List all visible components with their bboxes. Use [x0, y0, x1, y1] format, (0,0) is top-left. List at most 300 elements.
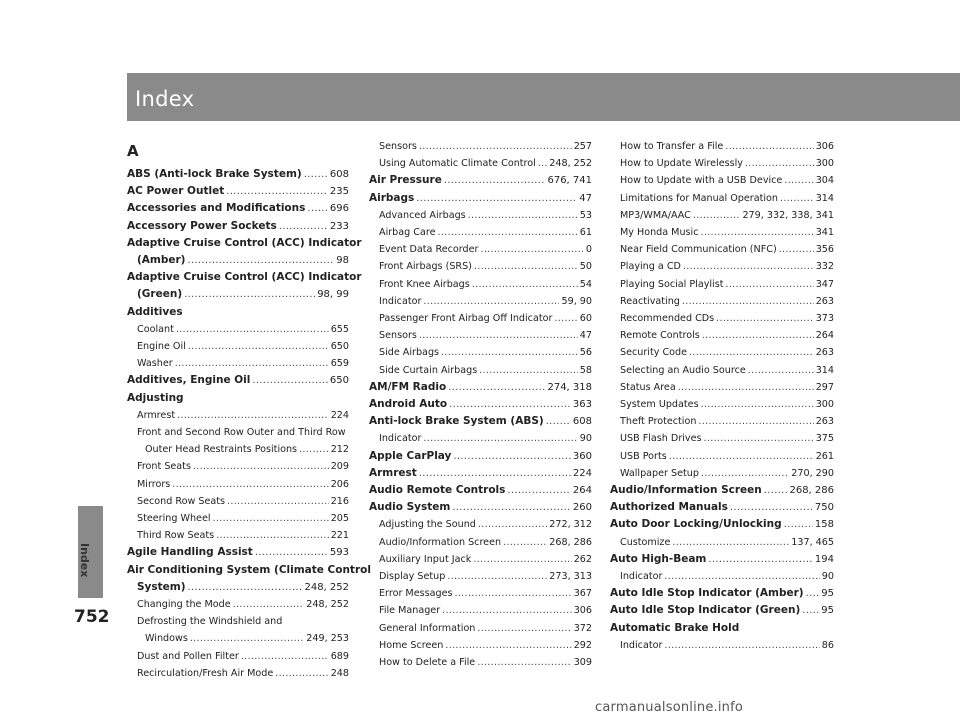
- entry-page-ref[interactable]: 260: [572, 502, 592, 514]
- entry-label: Adjusting the Sound: [379, 519, 476, 531]
- entry-label: Indicator: [379, 295, 422, 307]
- entry-label: Security Code: [620, 347, 688, 359]
- entry-label: Accessory Power Sockets: [127, 219, 277, 232]
- entry-label: Front Knee Airbags: [379, 278, 470, 290]
- index-entry[interactable]: [369, 310, 592, 327]
- index-entry[interactable]: [127, 510, 349, 527]
- dot-leader: [453, 448, 571, 465]
- entry-label: Playing Social Playlist: [620, 278, 724, 290]
- entry-page-ref[interactable]: 373: [815, 313, 834, 325]
- entry-page-ref[interactable]: 224: [330, 409, 349, 421]
- index-entry[interactable]: [610, 637, 834, 654]
- entry-page-ref[interactable]: 264: [815, 330, 834, 342]
- entry-label: Audio Remote Controls: [369, 484, 506, 497]
- entry-page-ref[interactable]: 304: [815, 175, 834, 187]
- index-entry[interactable]: [127, 665, 349, 682]
- index-entry[interactable]: [610, 430, 834, 447]
- index-entry[interactable]: [610, 568, 834, 585]
- index-entry[interactable]: [369, 224, 592, 241]
- index-entry[interactable]: [369, 396, 592, 413]
- dot-leader: [698, 413, 813, 430]
- dot-leader: [188, 338, 329, 355]
- index-entry[interactable]: [127, 286, 349, 303]
- dot-leader: [503, 534, 547, 551]
- index-entry[interactable]: [610, 482, 834, 499]
- entry-page-ref[interactable]: 98, 99: [317, 289, 349, 301]
- dot-leader: [780, 190, 814, 207]
- entry-label: Third Row Seats: [137, 530, 215, 542]
- entry-label: Coolant: [137, 323, 174, 335]
- index-entry[interactable]: [127, 527, 349, 544]
- entry-page-ref[interactable]: 268, 286: [789, 485, 834, 497]
- dot-leader: [307, 200, 328, 217]
- entry-label: Passenger Front Airbag Off Indicator: [379, 313, 553, 325]
- dot-leader: [554, 310, 577, 327]
- index-entry[interactable]: [127, 544, 349, 561]
- entry-label: Advanced Airbags: [379, 209, 466, 221]
- entry-page-ref[interactable]: 356: [815, 244, 834, 256]
- entry-label: Changing the Mode: [137, 599, 231, 611]
- entry-page-ref[interactable]: 248, 252: [304, 581, 349, 593]
- entry-page-ref[interactable]: 86: [821, 639, 834, 651]
- entry-label: Airbag Care: [379, 227, 436, 239]
- index-entry[interactable]: [127, 596, 349, 613]
- dot-leader: [725, 138, 813, 155]
- entry-page-ref[interactable]: 54: [579, 278, 592, 290]
- dot-leader: [252, 372, 328, 389]
- dot-leader: [176, 321, 329, 338]
- index-entry[interactable]: [369, 534, 592, 551]
- dot-leader: [304, 166, 328, 183]
- entry-label: AC Power Outlet: [127, 185, 225, 198]
- entry-page-ref[interactable]: 655: [330, 323, 349, 335]
- entry-label: System): [137, 580, 186, 593]
- entry-label: Mirrors: [137, 478, 171, 490]
- entry-label: Android Auto: [369, 398, 448, 411]
- entry-label: Display Setup: [379, 571, 446, 583]
- section-letter: A: [127, 142, 139, 160]
- entry-page-ref[interactable]: 216: [330, 495, 349, 507]
- dot-leader: [693, 207, 741, 224]
- index-entry[interactable]: [369, 172, 592, 189]
- entry-label: AM/FM Radio: [369, 380, 447, 393]
- index-entry[interactable]: [610, 551, 834, 568]
- entry-page-ref[interactable]: 332: [815, 261, 834, 273]
- index-entry[interactable]: [127, 355, 349, 372]
- entry-page-ref[interactable]: 205: [330, 513, 349, 525]
- entry-page-ref[interactable]: 274, 318: [547, 381, 592, 393]
- dot-leader: [477, 620, 571, 637]
- entry-page-ref[interactable]: 750: [814, 502, 834, 514]
- entry-page-ref[interactable]: 95: [821, 588, 834, 600]
- entry-label: (Green): [137, 288, 183, 301]
- index-column-3: [610, 138, 834, 654]
- entry-page-ref[interactable]: 292: [573, 639, 592, 651]
- entry-page-ref[interactable]: 650: [329, 375, 349, 387]
- dot-leader: [745, 155, 814, 172]
- dot-leader: [474, 258, 578, 275]
- index-entry[interactable]: [369, 654, 592, 671]
- index-entry[interactable]: [369, 465, 592, 482]
- dot-leader: [416, 190, 577, 207]
- index-entry[interactable]: [610, 585, 834, 602]
- dot-leader: [806, 585, 820, 602]
- dot-leader: [702, 327, 814, 344]
- entry-label: MP3/WMA/AAC: [620, 209, 691, 221]
- index-entry[interactable]: [369, 516, 592, 533]
- index-entry[interactable]: [127, 458, 349, 475]
- index-entry[interactable]: [369, 620, 592, 637]
- entry-page-ref[interactable]: 659: [330, 358, 349, 370]
- index-entry[interactable]: [127, 648, 349, 665]
- index-entry[interactable]: [369, 138, 592, 155]
- entry-label: Theft Protection: [620, 416, 697, 428]
- entry-page-ref[interactable]: 300: [815, 158, 834, 170]
- index-entry[interactable]: [127, 321, 349, 338]
- entry-page-ref[interactable]: 272, 312: [549, 519, 592, 531]
- entry-label: Wallpaper Setup: [620, 467, 699, 479]
- entry-page-ref[interactable]: 194: [814, 553, 834, 565]
- dot-leader: [448, 379, 545, 396]
- entry-label: Side Curtain Airbags: [379, 364, 478, 376]
- entry-label: Agile Handling Assist: [127, 546, 253, 559]
- entry-label: Event Data Recorder: [379, 244, 479, 256]
- index-entry[interactable]: [369, 637, 592, 654]
- index-entry[interactable]: [610, 499, 834, 516]
- dot-leader: [190, 630, 304, 647]
- index-entry[interactable]: [127, 441, 349, 458]
- entry-page-ref[interactable]: 58: [579, 364, 592, 376]
- index-entry[interactable]: [127, 338, 349, 355]
- entry-page-ref[interactable]: 347: [815, 278, 834, 290]
- entry-page-ref[interactable]: 90: [579, 433, 592, 445]
- dot-leader: [216, 527, 329, 544]
- entry-page-ref[interactable]: 59, 90: [561, 295, 592, 307]
- entry-page-ref[interactable]: 372: [573, 622, 592, 634]
- index-heading: Adjusting: [127, 391, 184, 404]
- dot-leader: [226, 183, 328, 200]
- index-title-bar: [127, 73, 960, 121]
- entry-page-ref[interactable]: 593: [329, 547, 349, 559]
- entry-label: USB Ports: [620, 450, 667, 462]
- index-entry[interactable]: [369, 276, 592, 293]
- dot-leader: [689, 344, 814, 361]
- index-entry[interactable]: [610, 465, 834, 482]
- entry-page-ref[interactable]: 60: [579, 313, 592, 325]
- index-entry[interactable]: [610, 258, 834, 275]
- index-entry[interactable]: [369, 499, 592, 516]
- index-entry[interactable]: [127, 579, 349, 596]
- index-entry[interactable]: [369, 585, 592, 602]
- entry-label: Auxiliary Input Jack: [379, 553, 472, 565]
- entry-label: Anti-lock Brake System (ABS): [369, 415, 544, 428]
- dot-leader: [213, 510, 329, 527]
- entry-page-ref[interactable]: 249, 253: [306, 633, 349, 645]
- entry-page-ref[interactable]: 56: [579, 347, 592, 359]
- entry-label: (Amber): [137, 254, 186, 267]
- entry-label: Status Area: [620, 381, 676, 393]
- dot-leader: [177, 407, 329, 424]
- entry-page-ref[interactable]: 233: [329, 220, 349, 232]
- entry-page-ref[interactable]: 90: [821, 571, 834, 583]
- entry-page-ref[interactable]: 608: [329, 169, 349, 180]
- index-entry[interactable]: [369, 602, 592, 619]
- index-entry[interactable]: [369, 190, 592, 207]
- entry-page-ref[interactable]: 689: [330, 650, 349, 662]
- entry-page-ref[interactable]: 53: [579, 209, 592, 221]
- entry-page-ref[interactable]: 261: [815, 450, 834, 462]
- dot-leader: [664, 568, 819, 585]
- index-entry[interactable]: [610, 172, 834, 189]
- entry-page-ref[interactable]: 263: [815, 295, 834, 307]
- entry-label: Engine Oil: [137, 341, 186, 353]
- dot-leader: [478, 516, 547, 533]
- dot-leader: [423, 430, 577, 447]
- index-entry[interactable]: [610, 224, 834, 241]
- index-entry[interactable]: [610, 207, 834, 224]
- entry-page-ref[interactable]: 257: [573, 141, 592, 152]
- entry-label: Customize: [620, 536, 671, 548]
- entry-page-ref[interactable]: 650: [330, 341, 349, 353]
- entry-label: Home Screen: [379, 639, 444, 651]
- entry-label: Sensors: [379, 141, 417, 152]
- entry-page-ref[interactable]: 248, 252: [549, 158, 592, 170]
- index-entry[interactable]: [369, 362, 592, 379]
- entry-list: [610, 138, 834, 654]
- dot-leader: [664, 637, 819, 654]
- dot-leader: [172, 476, 328, 493]
- index-subheading: Defrosting the Windshield and: [137, 616, 283, 628]
- dot-leader: [764, 482, 788, 499]
- entry-page-ref[interactable]: 367: [573, 588, 592, 600]
- index-entry[interactable]: [127, 218, 349, 235]
- entry-page-ref[interactable]: 0: [585, 244, 592, 256]
- index-entry[interactable]: [610, 516, 834, 533]
- dot-leader: [449, 396, 571, 413]
- index-entry[interactable]: [369, 258, 592, 275]
- entry-list: [369, 138, 592, 671]
- entry-page-ref[interactable]: 270, 290: [791, 467, 834, 479]
- dot-leader: [672, 534, 789, 551]
- entry-page-ref[interactable]: 363: [572, 399, 592, 411]
- entry-page-ref[interactable]: 206: [330, 478, 349, 490]
- dot-leader: [708, 551, 813, 568]
- dot-leader: [454, 585, 571, 602]
- index-entry[interactable]: [127, 252, 349, 269]
- index-heading: Adaptive Cruise Control (ACC) Indicator: [127, 236, 362, 249]
- dot-leader: [546, 413, 571, 430]
- dot-leader: [538, 155, 547, 172]
- entry-label: Limitations for Manual Operation: [620, 192, 778, 204]
- dot-leader: [802, 602, 819, 619]
- index-entry[interactable]: [127, 630, 349, 647]
- entry-page-ref[interactable]: 268, 286: [549, 536, 592, 548]
- index-entry[interactable]: [127, 476, 349, 493]
- entry-page-ref[interactable]: 314: [815, 364, 834, 376]
- index-entry[interactable]: [610, 310, 834, 327]
- entry-page-ref[interactable]: 263: [815, 347, 834, 359]
- dot-leader: [227, 493, 329, 510]
- index-entry[interactable]: [127, 183, 349, 200]
- entry-page-ref[interactable]: 300: [815, 399, 834, 411]
- dot-leader: [441, 344, 578, 361]
- entry-label: Front Airbags (SRS): [379, 261, 472, 273]
- entry-label: System Updates: [620, 399, 699, 411]
- index-entry[interactable]: [369, 448, 592, 465]
- index-entry[interactable]: [610, 138, 834, 155]
- dot-leader: [423, 293, 559, 310]
- dot-leader: [701, 396, 814, 413]
- dot-leader: [479, 362, 578, 379]
- entry-page-ref[interactable]: 224: [572, 467, 592, 479]
- index-entry[interactable]: [610, 362, 834, 379]
- entry-label: Selecting an Audio Source: [620, 364, 746, 376]
- index-entry[interactable]: [369, 413, 592, 430]
- entry-page-ref[interactable]: 209: [330, 461, 349, 473]
- entry-page-ref[interactable]: 47: [579, 330, 592, 342]
- watermark: carmanualsonline.info: [595, 700, 744, 715]
- index-entry[interactable]: [369, 551, 592, 568]
- dot-leader: [419, 465, 571, 482]
- index-entry[interactable]: [127, 166, 349, 183]
- index-subheading: Front and Second Row Outer and Third Row: [137, 427, 346, 439]
- index-entry[interactable]: [369, 482, 592, 499]
- index-entry[interactable]: [610, 327, 834, 344]
- dot-leader: [175, 355, 329, 372]
- entry-page-ref[interactable]: 248, 252: [306, 599, 349, 611]
- dot-leader: [193, 458, 329, 475]
- entry-label: Authorized Manuals: [610, 501, 728, 514]
- dot-leader: [275, 665, 328, 682]
- entry-page-ref[interactable]: 212: [330, 444, 349, 456]
- index-entry[interactable]: [369, 241, 592, 258]
- entry-page-ref[interactable]: 306: [573, 605, 592, 617]
- entry-page-ref[interactable]: 263: [815, 416, 834, 428]
- entry-label: How to Update Wirelessly: [620, 158, 743, 170]
- entry-page-ref[interactable]: 375: [815, 433, 834, 445]
- index-entry[interactable]: [369, 430, 592, 447]
- index-entry[interactable]: [127, 407, 349, 424]
- index-entry[interactable]: [369, 568, 592, 585]
- entry-page-ref[interactable]: 262: [573, 553, 592, 565]
- entry-page-ref[interactable]: 309: [573, 657, 592, 669]
- index-entry[interactable]: [610, 534, 834, 551]
- entry-page-ref[interactable]: 696: [329, 203, 349, 215]
- dot-leader: [472, 276, 578, 293]
- entry-label: Dust and Pollen Filter: [137, 650, 239, 662]
- entry-label: Error Messages: [379, 588, 453, 600]
- entry-page-ref[interactable]: 676, 741: [547, 175, 592, 187]
- entry-label: How to Update with a USB Device: [620, 175, 783, 187]
- entry-label: Audio/Information Screen: [610, 484, 762, 497]
- index-entry[interactable]: [610, 276, 834, 293]
- dot-leader: [233, 596, 305, 613]
- dot-leader: [716, 310, 814, 327]
- index-entry[interactable]: [369, 207, 592, 224]
- index-column-1: [127, 138, 371, 682]
- index-entry[interactable]: [369, 379, 592, 396]
- entry-page-ref[interactable]: 341: [815, 227, 834, 239]
- dot-leader: [473, 551, 571, 568]
- entry-label: Side Airbags: [379, 347, 440, 359]
- dot-leader: [438, 224, 578, 241]
- entry-label: My Honda Music: [620, 227, 699, 239]
- entry-label: Outer Head Restraints Positions: [145, 444, 298, 456]
- entry-label: Accessories and Modifications: [127, 202, 306, 215]
- entry-label: Playing a CD: [620, 261, 681, 273]
- entry-label: Front Seats: [137, 461, 191, 473]
- entry-label: Near Field Communication (NFC): [620, 244, 777, 256]
- index-entry[interactable]: [369, 293, 592, 310]
- index-entry[interactable]: [610, 413, 834, 430]
- entry-label: Auto High-Beam: [610, 552, 707, 565]
- index-entry[interactable]: [127, 200, 349, 217]
- entry-page-ref[interactable]: 314: [815, 192, 834, 204]
- dot-leader: [725, 276, 813, 293]
- entry-page-ref[interactable]: 306: [815, 141, 834, 152]
- index-entry[interactable]: [369, 155, 592, 172]
- entry-page-ref[interactable]: 98: [336, 255, 349, 267]
- entry-label: How to Delete a File: [379, 657, 476, 669]
- dot-leader: [477, 654, 571, 671]
- entry-page-ref[interactable]: 235: [329, 186, 349, 198]
- index-entry[interactable]: [127, 372, 349, 389]
- page-number: 752: [74, 607, 110, 627]
- index-entry[interactable]: [610, 344, 834, 361]
- dot-leader: [452, 499, 571, 516]
- index-entry[interactable]: [610, 190, 834, 207]
- entry-page-ref[interactable]: 221: [330, 530, 349, 542]
- index-entry[interactable]: [610, 293, 834, 310]
- entry-page-ref[interactable]: 158: [814, 519, 834, 531]
- dot-leader: [678, 379, 814, 396]
- entry-label: Indicator: [379, 433, 422, 445]
- dot-leader: [419, 327, 578, 344]
- entry-label: Auto Idle Stop Indicator (Green): [610, 604, 801, 617]
- side-tab-label: Index: [78, 543, 91, 578]
- entry-page-ref[interactable]: 50: [579, 261, 592, 273]
- index-entry[interactable]: [610, 241, 834, 258]
- dot-leader: [184, 286, 315, 303]
- entry-page-ref[interactable]: 360: [572, 450, 592, 462]
- entry-page-ref[interactable]: 137, 465: [791, 536, 834, 548]
- dot-leader: [187, 252, 334, 269]
- index-entry[interactable]: [369, 327, 592, 344]
- dot-leader: [442, 602, 572, 619]
- index-entry[interactable]: [610, 396, 834, 413]
- dot-leader: [445, 637, 571, 654]
- index-entry[interactable]: [610, 379, 834, 396]
- entry-label: USB Flash Drives: [620, 433, 702, 445]
- index-entry[interactable]: [610, 448, 834, 465]
- entry-page-ref[interactable]: 61: [579, 227, 592, 239]
- entry-page-ref[interactable]: 95: [821, 605, 834, 617]
- entry-page-ref[interactable]: 47: [579, 192, 592, 204]
- entry-page-ref[interactable]: 248: [330, 667, 349, 679]
- index-entry[interactable]: [610, 155, 834, 172]
- entry-page-ref[interactable]: 264: [572, 485, 592, 497]
- index-entry[interactable]: [610, 602, 834, 619]
- entry-page-ref[interactable]: 279, 332, 338, 341: [742, 209, 834, 221]
- index-entry[interactable]: [127, 493, 349, 510]
- entry-label: Air Pressure: [369, 174, 442, 187]
- entry-page-ref[interactable]: 608: [572, 416, 592, 428]
- entry-page-ref[interactable]: 273, 313: [549, 571, 592, 583]
- entry-page-ref[interactable]: 297: [815, 381, 834, 393]
- entry-label: ABS (Anti-lock Brake System): [127, 168, 302, 180]
- dot-leader: [419, 138, 572, 155]
- index-entry[interactable]: [369, 344, 592, 361]
